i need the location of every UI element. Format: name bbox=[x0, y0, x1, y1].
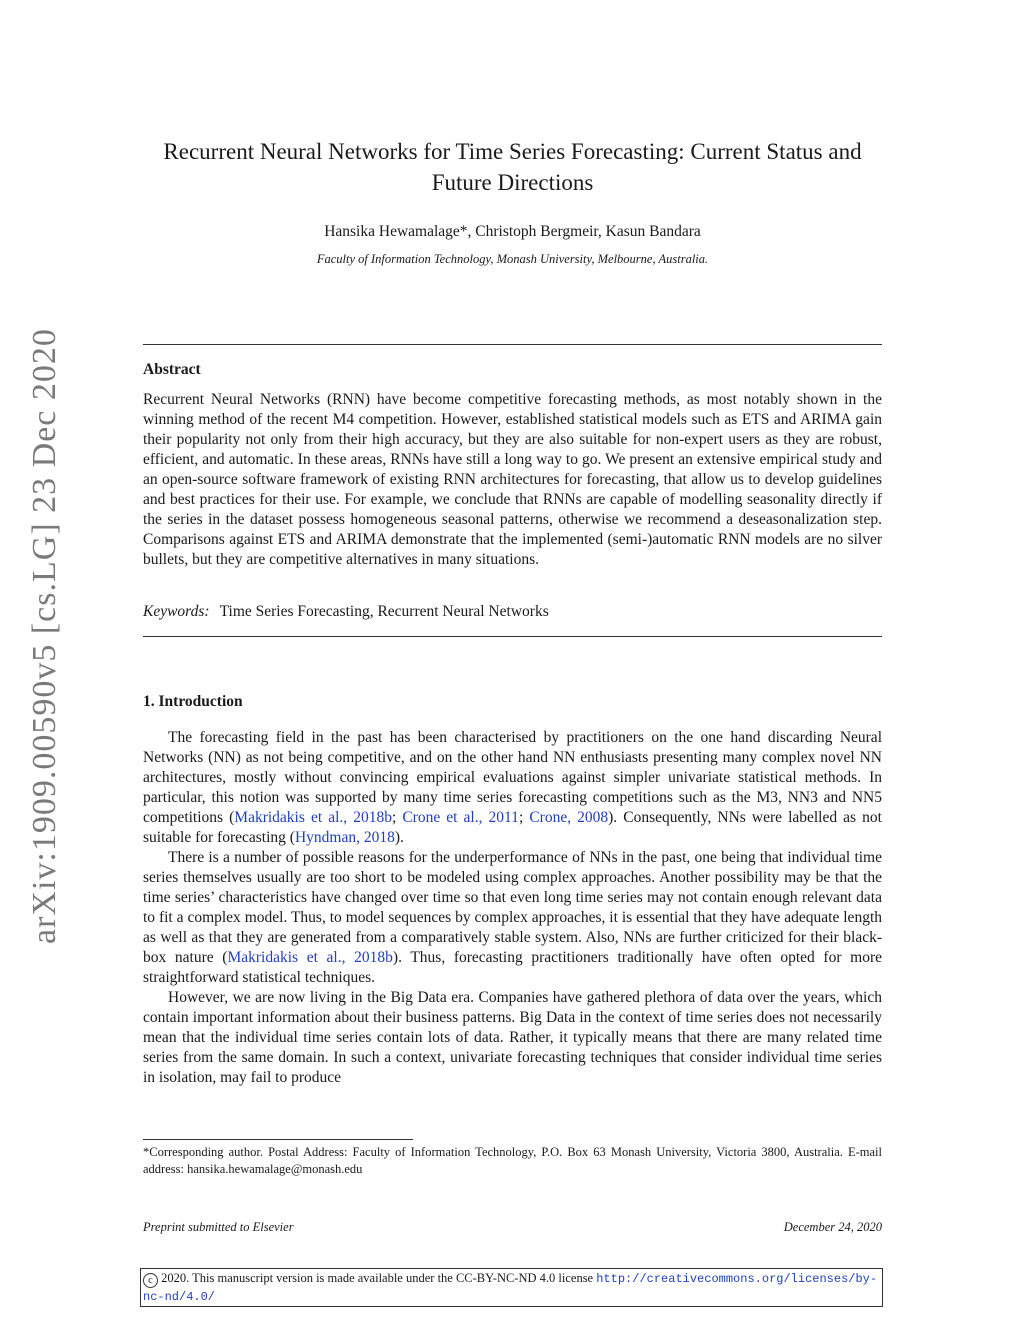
citation-link[interactable]: Makridakis et al., 2018b bbox=[227, 949, 393, 966]
affiliation: Faculty of Information Technology, Monash University, Melbourne, Australia. bbox=[316, 252, 709, 266]
author-list: Hansika Hewamalage*, Christoph Bergmeir, Kasun Bandara bbox=[324, 223, 701, 240]
abstract-bottom-rule bbox=[143, 636, 882, 637]
citation-link[interactable]: Crone, 2008 bbox=[529, 809, 609, 826]
copyright-icon: c bbox=[143, 1273, 158, 1288]
license-text: 2020. This manuscript version is made available under the CC-BY-NC-ND 4.0 license bbox=[158, 1271, 597, 1285]
citation-link[interactable]: Crone et al., 2011 bbox=[402, 809, 519, 826]
preprint-date: December 24, 2020 bbox=[783, 1220, 882, 1234]
preprint-note: Preprint submitted to Elsevier bbox=[143, 1220, 294, 1234]
footnote: *Corresponding author. Postal Address: Faculty of Information Technology, P.O. Box 63 Monash University, Victoria 3800, Australia. E-mail address: hansika.hewamalage@monash.edu bbox=[143, 1145, 882, 1176]
citation-link[interactable]: Makridakis et al., 2018b bbox=[234, 809, 392, 826]
paragraph: The forecasting field in the past has been characterised by practitioners on the one hand discarding Neural Networks (NN) as not being competitive, and on the other hand NN enthusiasts presenting many complex novel NN architectures, mostly without convincing empirical evaluations against simpler univariate statistical methods. In particular, this notion was supported by many time series forecasting competitions such as the M3, NN3 and NN5 competitions (Makridakis et al., 2018b; Crone et al., 2011; Crone, 2008). Consequently, NNs were labelled as not suitable for forecasting (Hyndman, 2018). bbox=[143, 729, 882, 846]
section-heading-introduction: 1. Introduction bbox=[143, 693, 243, 710]
paragraph: However, we are now living in the Big Data era. Companies have gathered plethora of data over the years, which contain important information about their business patterns. Big Data in the context of time series does not necessarily mean that the individual time series contain lots of data. Rather, it typically means that there are many related time series from the same domain. In such a context, univariate forecasting techniques that consider individual time series in isolation, may fail to produce bbox=[143, 989, 882, 1086]
abstract-heading: Abstract bbox=[143, 361, 201, 378]
license-notice bbox=[140, 1268, 883, 1307]
introduction-body bbox=[143, 728, 882, 1088]
license-url-link[interactable]: http://creativecommons.org/licenses/by-nc-nd/4.0/ bbox=[143, 1272, 878, 1304]
citation-link[interactable]: Hyndman, 2018 bbox=[294, 829, 395, 846]
paper-title: Recurrent Neural Networks for Time Series Forecasting: Current Status and Future Directions bbox=[163, 139, 862, 195]
arxiv-identifier: arXiv:1909.00590v5 [cs.LG] 23 Dec 2020 bbox=[26, 328, 63, 944]
footnote-rule bbox=[143, 1139, 413, 1140]
abstract-text: Recurrent Neural Networks (RNN) have become competitive forecasting methods, as most notably shown in the winning method of the recent M4 competition. However, established statistical models such as ETS and ARIMA gain their popularity not only from their high accuracy, but they are also suitable for non-expert users as they are robust, efficient, and automatic. In these areas, RNNs have still a long way to go. We present an extensive empirical study and an open-source software framework of existing RNN architectures for forecasting, that allow us to develop guidelines and best practices for their use. For example, we conclude that RNNs are capable of modelling seasonality directly if the series in the dataset possess homogeneous seasonal patterns, otherwise we recommend a deseasonalization step. Comparisons against ETS and ARIMA demonstrate that the implemented (semi-)automatic RNN models are no silver bullets, but they are competitive alternatives in many situations. bbox=[143, 391, 882, 568]
keywords-list: Time Series Forecasting, Recurrent Neural Networks bbox=[219, 603, 549, 620]
keywords bbox=[143, 603, 549, 621]
keywords-label: Keywords: bbox=[143, 603, 210, 620]
abstract-top-rule bbox=[143, 344, 882, 345]
paragraph: There is a number of possible reasons for the underperformance of NNs in the past, one being that individual time series themselves usually are too short to be modeled using complex approaches. Another possibility may be that the time series’ characteristics have changed over time so that even long time series may not contain enough relevant data to fit a complex model. Thus, to model sequences by complex approaches, it is essential that they have adequate length as well as that they are generated from a comparatively stable system. Also, NNs are further criticized for their black-box nature (Makridakis et al., 2018b). Thus, forecasting practitioners traditionally have often opted for more straightforward statistical techniques. bbox=[143, 849, 882, 986]
